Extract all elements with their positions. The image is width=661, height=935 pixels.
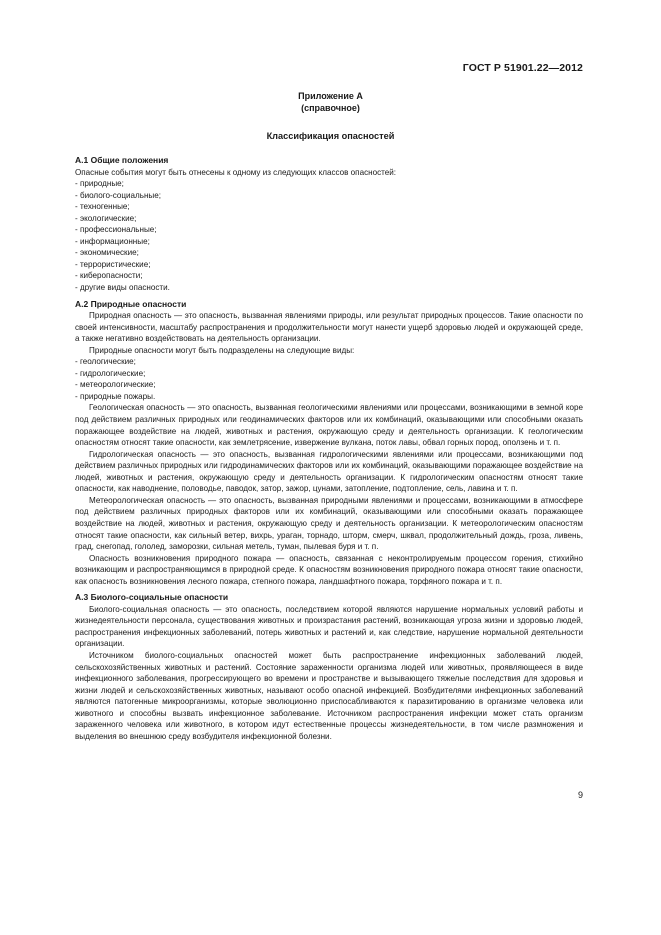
list-item: - биолого-социальные; xyxy=(75,190,161,200)
paragraph: Опасные события могут быть отнесены к одному из следующих классов опасностей: xyxy=(75,167,397,177)
list-item: - природные пожары. xyxy=(75,391,156,401)
list-item: - природные; xyxy=(75,179,124,189)
list-item: - террористические; xyxy=(75,259,151,269)
appendix-subtitle: (справочное) xyxy=(301,103,360,113)
list-item: - экономические; xyxy=(75,248,139,258)
section-heading-a1: А.1 Общие положения xyxy=(75,155,169,165)
list-item: - другие виды опасности. xyxy=(75,283,170,293)
natural-hazard-list xyxy=(75,356,583,402)
paragraph: Опасность возникновения природного пожара — опасность, связанная с неконтролируемым процессом горения, стихийно возникающим и распространяющимся в природной среде. К опасностям возникновения природного пожара относят такие опасности, как опасность возникновения лесного пожара, степного пожара, ландшафтного пожара, торфяного пожара и т. п. xyxy=(75,553,583,586)
list-item: - метеорологические; xyxy=(75,380,156,390)
page-number: 9 xyxy=(577,790,583,800)
document-body xyxy=(75,155,583,742)
list-item: - геологические; xyxy=(75,357,136,367)
list-item: - информационные; xyxy=(75,236,150,246)
paragraph: Источником биолого-социальных опасностей может быть распространение инфекционных заболеваний людей, сельскохозяйственных животных и растений. Состояние зараженности организма людей или животных, проявляющееся в виде инфекционного заболевания, прогрессирующего во времени и пространстве и вызывающего тяжелые последствия для здоровья и жизни людей и сельскохозяйственных животных, называют особо опасной инфекцией. Возбудителями инфекционных заболеваний являются патогенные микроорганизмы, которые эволюционно приспосабливаются к паразитированию в организме человека или животного и способны вызвать инфекционное заболевание. Источником распространения инфекции может стать организм зараженного человека или животного, в котором идут естественные процессы жизнедеятельности, в том числе размножения и выделения во внешнюю среду возбудителя инфекционной болезни. xyxy=(75,650,583,741)
list-item: - гидрологические; xyxy=(75,368,146,378)
section-heading-a2: А.2 Природные опасности xyxy=(75,298,187,309)
list-item: - киберопасности; xyxy=(75,271,143,281)
list-item: - техногенные; xyxy=(75,202,130,212)
list-item: - экологические; xyxy=(75,213,137,223)
paragraph: Природная опасность — это опасность, вызванная явлениями природы, или результат природных процессов. Такие опасности по своей интенсивности, масштабу распространения и продолжительности могут нанести ущерб здоровью людей и окружающей среде, а также негативно воздействовать на деятельность организации. xyxy=(75,311,583,344)
paragraph: Гидрологическая опасность — это опасность, вызванная гидрологическими явлениями или процессами, возникающими под действием различных природных или гидродинамических факторов или их комбинаций, оказывающими поражающее воздействие на людей, животных и растения, окружающую среду и деятельность организации. К гидрологическим опасностям относят такие опасности, как наводнение, половодье, паводок, затор, зажор, цунами, затопление, подтопление, сель, лавина и т. п. xyxy=(75,449,583,494)
list-item: - профессиональные; xyxy=(75,225,157,235)
section-heading-a3: А.3 Биолого-социальные опасности xyxy=(75,592,229,603)
paragraph: Метеорологическая опасность — это опасность, вызванная природными явлениями и процессами, возникающими в атмосфере под действием различных природных факторов или их комбинаций, оказывающими или способными оказать поражающее воздействие на людей, животных и растения, окружающую среду и деятельность организации. К метеорологическим опасностям относят такие опасности, как сильный ветер, вихрь, ураган, торнадо, шторм, смерч, шквал, продолжительный дождь, гроза, ливень, град, снегопад, гололед, заморозки, сильная метель, туман, пылевая буря и т. п. xyxy=(75,495,583,552)
paragraph: Природные опасности могут быть подразделены на следующие виды: xyxy=(89,345,355,355)
hazard-class-list xyxy=(75,178,583,293)
paragraph: Биолого-социальная опасность — это опасность, последствием которой являются нарушение нормальных условий работы и жизнедеятельности персонала, существования животных и произрастания растений, возникающая угроза жизни и здоровью людей, распространения инфекционных заболеваний, потерь животных и растений и, как следствие, нарушение нормальной деятельности организации. xyxy=(75,604,583,649)
paragraph: Геологическая опасность — это опасность, вызванная геологическими явлениями или процессами, возникающими в земной коре под действием различных природных или геодинамических факторов или их комбинаций, оказывающими или способными оказать поражающее воздействие на людей, животных и растения, окружающую среду и деятельность организации. К геологическим опасностям относят такие опасности, как землетрясение, извержение вулкана, поток лавы, обвал горных пород, оползень и т. п. xyxy=(75,403,583,448)
document-code: ГОСТ Р 51901.22—2012 xyxy=(462,62,583,74)
main-title: Классификация опасностей xyxy=(266,131,395,141)
appendix-heading xyxy=(0,90,661,114)
appendix-title: Приложение А xyxy=(298,91,363,101)
